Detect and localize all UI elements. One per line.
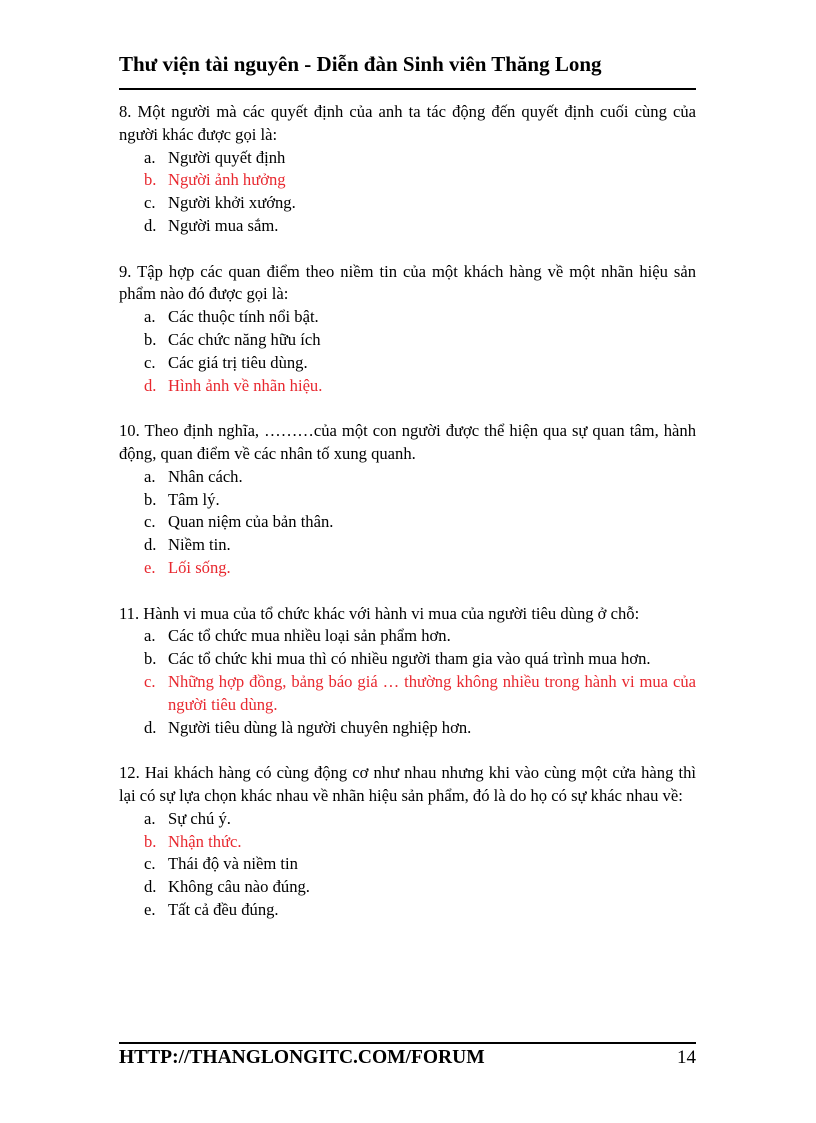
answer-option — [119, 147, 696, 170]
question-block — [119, 420, 696, 580]
answer-option — [119, 625, 696, 648]
option-text: Những hợp đồng, bảng báo giá … thường không nhiều trong hành vi mua của người tiêu dùng. — [168, 671, 696, 714]
option-text: Các giá trị tiêu dùng. — [168, 352, 308, 372]
answer-option — [119, 511, 696, 534]
answer-option — [119, 534, 696, 557]
option-letter: b. — [144, 489, 157, 509]
answer-option — [119, 466, 696, 489]
question-block — [119, 261, 696, 398]
option-text: Quan niệm của bản thân. — [168, 512, 334, 532]
answer-option-correct — [119, 169, 696, 192]
option-letter: a. — [144, 626, 156, 646]
option-text: Các chức năng hữu ích — [168, 329, 321, 349]
answer-option — [119, 899, 696, 922]
answer-option — [119, 352, 696, 375]
option-text: Các tổ chức khi mua thì có nhiều người tham gia vào quá trình mua hơn. — [168, 649, 651, 669]
option-letter: c. — [144, 193, 156, 213]
option-letter: c. — [144, 352, 156, 372]
footer-divider — [119, 1042, 696, 1044]
option-letter: d. — [144, 215, 157, 235]
option-text: Tất cả đều đúng. — [168, 899, 279, 919]
option-letter: d. — [144, 375, 157, 395]
answer-option — [119, 876, 696, 899]
answer-option — [119, 648, 696, 671]
answer-option — [119, 215, 696, 238]
question-block — [119, 762, 696, 922]
answer-options — [119, 466, 696, 580]
option-text: Hình ảnh về nhãn hiệu. — [168, 375, 323, 395]
option-letter: b. — [144, 649, 157, 669]
question-text: 9. Tập hợp các quan điểm theo niềm tin của một khách hàng về một nhãn hiệu sản phẩm nào đó được gọi là: — [119, 261, 696, 304]
option-letter: d. — [144, 535, 157, 555]
option-letter: b. — [144, 170, 157, 190]
option-text: Các tổ chức mua nhiều loại sản phẩm hơn. — [168, 626, 451, 646]
answer-options — [119, 147, 696, 238]
option-text: Nhận thức. — [168, 831, 242, 851]
option-text: Người quyết định — [168, 147, 286, 167]
answer-option-correct — [119, 831, 696, 854]
option-letter: a. — [144, 466, 156, 486]
answer-options — [119, 306, 696, 397]
option-text: Tâm lý. — [168, 489, 220, 509]
option-letter: a. — [144, 307, 156, 327]
answer-options — [119, 625, 696, 739]
question-text: 12. Hai khách hàng có cùng động cơ như nhau nhưng khi vào cùng một cửa hàng thì lại có sự lựa chọn khác nhau về nhãn hiệu sản phẩm, đó là do họ có sự khác nhau về: — [119, 763, 696, 805]
option-text: Lối sống. — [168, 557, 231, 577]
page-number: 14 — [677, 1047, 696, 1068]
option-text: Các thuộc tính nổi bật. — [168, 307, 319, 327]
answer-option-correct — [119, 375, 696, 398]
option-text: Sự chú ý. — [168, 808, 231, 828]
option-text: Người tiêu dùng là người chuyên nghiệp hơn. — [168, 717, 472, 737]
option-letter: d. — [144, 877, 157, 897]
answer-option — [119, 329, 696, 352]
answer-options — [119, 808, 696, 922]
answer-option — [119, 306, 696, 329]
answer-option-correct — [119, 557, 696, 580]
option-text: Người khởi xướng. — [168, 193, 296, 213]
question-text: 10. Theo định nghĩa, ………của một con người được thể hiện qua sự quan tâm, hành động, quan điểm về các nhân tố xung quanh. — [119, 421, 696, 463]
answer-option — [119, 808, 696, 831]
option-letter: e. — [144, 557, 156, 577]
answer-option — [119, 489, 696, 512]
page-header-title: Thư viện tài nguyên - Diễn đàn Sinh viên Thăng Long — [119, 52, 602, 76]
option-text: Thái độ và niềm tin — [168, 854, 298, 874]
answer-option — [119, 853, 696, 876]
option-letter: b. — [144, 329, 157, 349]
question-list — [119, 101, 696, 944]
answer-option-correct — [119, 671, 696, 717]
option-letter: a. — [144, 808, 156, 828]
option-letter: c. — [144, 854, 156, 874]
question-text: 11. Hành vi mua của tổ chức khác với hành vi mua của người tiêu dùng ở chỗ: — [119, 603, 640, 623]
option-letter: d. — [144, 717, 157, 737]
option-letter: c. — [144, 512, 156, 532]
option-letter: e. — [144, 899, 156, 919]
option-text: Không câu nào đúng. — [168, 877, 310, 897]
question-block — [119, 603, 696, 740]
answer-option — [119, 717, 696, 740]
option-text: Người ảnh hưởng — [168, 170, 286, 190]
option-text: Nhân cách. — [168, 466, 243, 486]
option-text: Người mua sắm. — [168, 215, 279, 235]
footer-url: HTTP://THANGLONGITC.COM/FORUM — [119, 1047, 485, 1068]
option-letter: c. — [144, 671, 156, 691]
header-divider — [119, 88, 696, 90]
option-text: Niềm tin. — [168, 535, 231, 555]
question-block — [119, 101, 696, 238]
option-letter: b. — [144, 831, 157, 851]
question-text: 8. Một người mà các quyết định của anh ta tác động đến quyết định cuối cùng của người khác được gọi là: — [119, 102, 696, 144]
answer-option — [119, 192, 696, 215]
option-letter: a. — [144, 147, 156, 167]
